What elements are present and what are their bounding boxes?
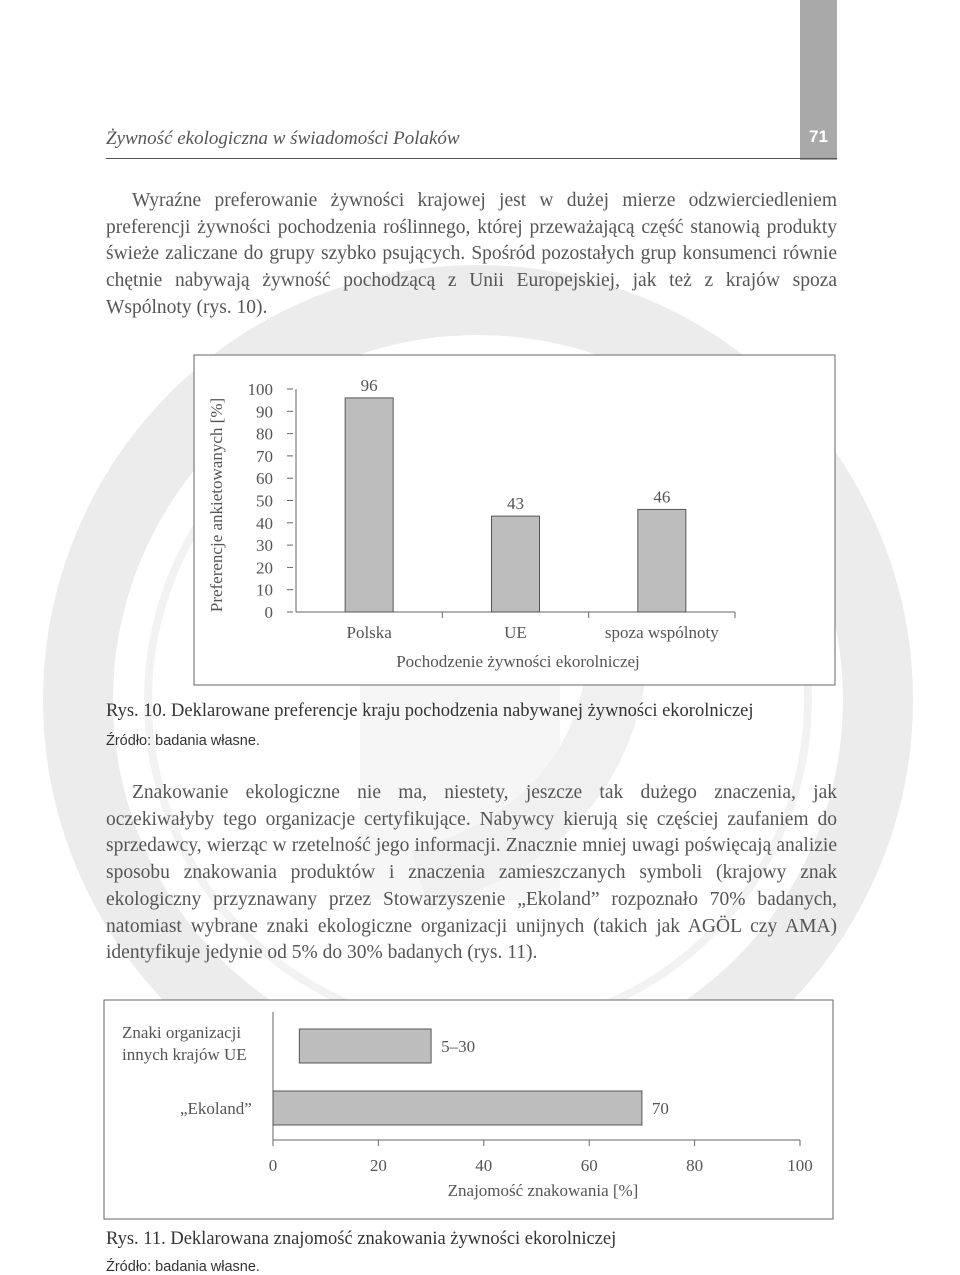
bar — [273, 1091, 642, 1125]
y-tick-label: 0 — [264, 603, 273, 622]
y-tick-label: 20 — [256, 558, 273, 578]
x-tick-label: 80 — [686, 1156, 704, 1175]
y-tick-label: 90 — [256, 402, 273, 422]
x-tick-label: 100 — [787, 1156, 813, 1175]
data-label: 96 — [360, 375, 378, 395]
x-tick-label: 0 — [268, 1156, 278, 1175]
x-tick-label: 60 — [580, 1156, 598, 1175]
page-number: 71 — [809, 127, 828, 146]
running-title: Żywność ekologiczna w świadomości Polaków — [106, 128, 460, 149]
figure-10-caption: Rys. 10. Deklarowane preferencje kraju pochodzenia nabywanej żywności ekorolniczej — [106, 701, 754, 721]
figure-11-source: Źródło: badania własne. — [106, 1259, 260, 1275]
category-label: Polska — [346, 623, 392, 642]
y-tick-label: 100 — [247, 380, 273, 399]
category-label: spoza wspólnoty — [604, 623, 719, 642]
data-label: 46 — [653, 487, 671, 507]
x-axis-label: Znajomość znakowania [%] — [447, 1181, 639, 1200]
x-axis-label: Pochodzenie żywności ekorolniczej — [396, 652, 640, 671]
data-label: 5–30 — [441, 1037, 476, 1056]
bar — [299, 1029, 431, 1063]
x-tick-label: 20 — [369, 1156, 387, 1175]
x-tick-label: 40 — [475, 1156, 493, 1175]
y-axis-label: Preferencje ankietowanych [%] — [207, 397, 226, 613]
figure-11-caption: Rys. 11. Deklarowana znajomość znakowania żywności ekorolniczej — [106, 1229, 617, 1249]
y-tick-label: 50 — [256, 491, 273, 511]
category-label: UE — [504, 623, 527, 642]
category-label-line: innych krajów UE — [122, 1045, 247, 1064]
paragraph-text: Znakowanie ekologiczne nie ma, niestety, jeszcze tak dużego znaczenia, jak oczekiwałyby tego organizacje certyfikujące. Nabywcy kierują się częściej zaufaniem do sprzedawcy, wierząc w rzetelność jego informacji. Znacznie mniej uwagi poświęcają analizie sposobu znakowania produktów i znaczenia zamieszczanych symboli (krajowy znak ekologiczny przyznawany przez Stowarzyszenie „Ekoland” rozpoznało 70% badanych, natomiast wybrane znaki ekologiczne organizacji unijnych (takich jak AGÖL czy AMA) identyfikuje jedynie od 5% do 30% badanych (rys. 11). — [106, 782, 837, 964]
figure-10-source: Źródło: badania własne. — [106, 733, 260, 749]
data-label: 43 — [507, 494, 524, 514]
y-tick-label: 30 — [256, 536, 273, 556]
category-label: „Ekoland” — [180, 1099, 252, 1118]
y-tick-label: 40 — [256, 513, 273, 533]
paragraph-text: Wyraźne preferowanie żywności krajowej jest w dużej mierze odzwierciedleniem preferencji żywności pochodzenia roślinnego, której przeważającą część stanowią produkty świeże zaliczane do grupy szybko psujących. Spośród pozostałych grup konsumenci równie chętnie nabywają żywność pochodzącą z Unii Europejskiej, jak też z krajów spoza Wspólnoty (rys. 10). — [106, 190, 837, 318]
y-tick-label: 70 — [256, 446, 273, 466]
y-tick-label: 80 — [256, 424, 273, 444]
category-label-line: Znaki organizacji — [122, 1023, 242, 1042]
data-label: 70 — [651, 1099, 669, 1118]
y-tick-label: 10 — [256, 580, 273, 600]
y-tick-label: 60 — [256, 469, 273, 489]
